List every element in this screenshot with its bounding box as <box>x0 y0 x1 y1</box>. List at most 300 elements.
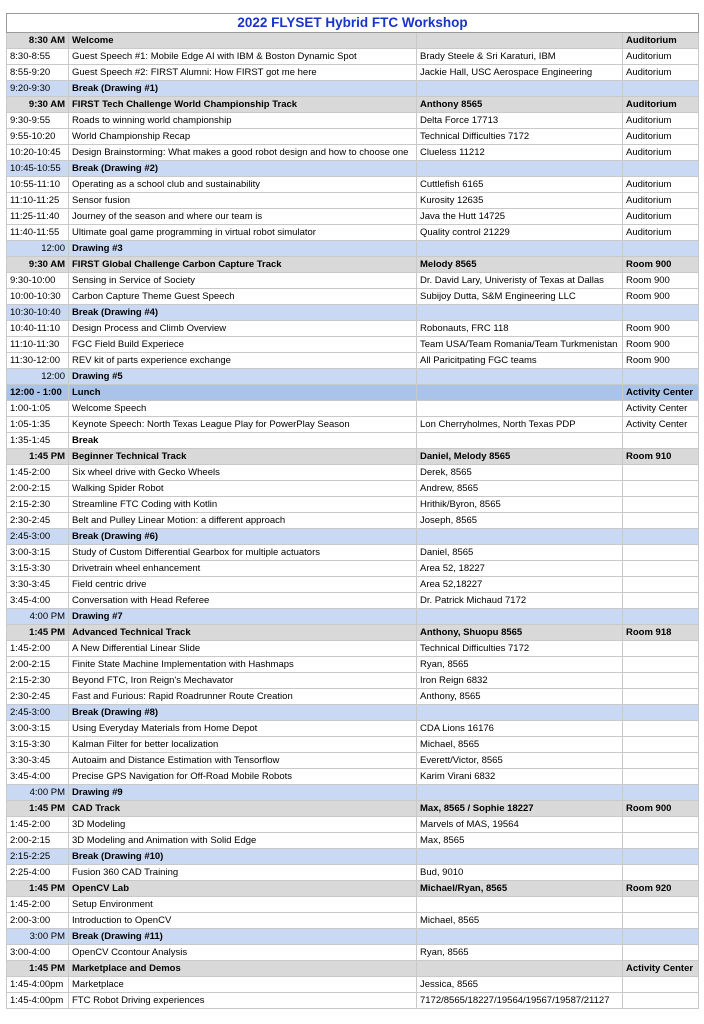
session-topic: Setup Environment <box>69 897 417 913</box>
session-topic: REV kit of parts experience exchange <box>69 353 417 369</box>
session-time: 9:20-9:30 <box>7 81 69 97</box>
session-time: 2:30-2:45 <box>7 513 69 529</box>
session-time: 2:45-3:00 <box>7 705 69 721</box>
track-header-row <box>7 257 699 273</box>
session-speaker: Derek, 8565 <box>417 465 623 481</box>
session-room <box>623 833 699 849</box>
session-speaker: Area 52,18227 <box>417 577 623 593</box>
session-time: 3:30-3:45 <box>7 753 69 769</box>
session-topic: Carbon Capture Theme Guest Speech <box>69 289 417 305</box>
session-speaker <box>417 705 623 721</box>
session-topic: Journey of the season and where our team is <box>69 209 417 225</box>
session-speaker: Max, 8565 / Sophie 18227 <box>417 801 623 817</box>
session-room <box>623 721 699 737</box>
session-row <box>7 897 699 913</box>
session-topic: Break (Drawing #4) <box>69 305 417 321</box>
session-row <box>7 577 699 593</box>
session-topic: Keynote Speech: North Texas League Play for PowerPlay Season <box>69 417 417 433</box>
session-row <box>7 433 699 449</box>
session-speaker: Clueless 11212 <box>417 145 623 161</box>
session-speaker: Hrithik/Byron, 8565 <box>417 497 623 513</box>
session-speaker <box>417 609 623 625</box>
session-row <box>7 865 699 881</box>
session-time: 1:05-1:35 <box>7 417 69 433</box>
session-topic: Streamline FTC Coding with Kotlin <box>69 497 417 513</box>
session-speaker: Melody 8565 <box>417 257 623 273</box>
session-speaker: Jackie Hall, USC Aerospace Engineering <box>417 65 623 81</box>
session-topic: 3D Modeling <box>69 817 417 833</box>
session-room: Room 900 <box>623 353 699 369</box>
session-topic: Welcome Speech <box>69 401 417 417</box>
schedule-rows <box>7 33 699 1009</box>
session-row <box>7 673 699 689</box>
session-speaker <box>417 785 623 801</box>
session-room: Room 900 <box>623 273 699 289</box>
session-room: Auditorium <box>623 113 699 129</box>
session-time: 9:30-10:00 <box>7 273 69 289</box>
session-speaker: Everett/Victor, 8565 <box>417 753 623 769</box>
break-row <box>7 609 699 625</box>
session-time: 1:45 PM <box>7 449 69 465</box>
session-time: 12:00 <box>7 369 69 385</box>
session-row <box>7 129 699 145</box>
session-topic: Marketplace and Demos <box>69 961 417 977</box>
session-time: 10:55-11:10 <box>7 177 69 193</box>
session-speaker: Marvels of MAS, 19564 <box>417 817 623 833</box>
track-header-row <box>7 97 699 113</box>
session-time: 2:45-3:00 <box>7 529 69 545</box>
session-topic: Drawing #7 <box>69 609 417 625</box>
session-time: 10:45-10:55 <box>7 161 69 177</box>
track-header-row <box>7 449 699 465</box>
session-time: 3:00-3:15 <box>7 721 69 737</box>
session-speaker: Java the Hutt 14725 <box>417 209 623 225</box>
session-time: 11:25-11:40 <box>7 209 69 225</box>
session-topic: Operating as a school club and sustainability <box>69 177 417 193</box>
session-time: 3:00-3:15 <box>7 545 69 561</box>
session-time: 3:00-4:00 <box>7 945 69 961</box>
session-speaker: Technical Difficulties 7172 <box>417 129 623 145</box>
session-speaker <box>417 385 623 401</box>
session-time: 11:40-11:55 <box>7 225 69 241</box>
session-topic: Walking Spider Robot <box>69 481 417 497</box>
session-room <box>623 529 699 545</box>
session-row <box>7 401 699 417</box>
session-topic: Drawing #9 <box>69 785 417 801</box>
session-speaker <box>417 961 623 977</box>
session-time: 9:55-10:20 <box>7 129 69 145</box>
session-row <box>7 193 699 209</box>
session-room <box>623 865 699 881</box>
session-row <box>7 177 699 193</box>
session-topic: Design Process and Climb Overview <box>69 321 417 337</box>
session-topic: CAD Track <box>69 801 417 817</box>
session-speaker: Anthony 8565 <box>417 97 623 113</box>
session-room: Auditorium <box>623 49 699 65</box>
session-topic: Break (Drawing #1) <box>69 81 417 97</box>
session-row <box>7 561 699 577</box>
break-row <box>7 161 699 177</box>
session-row <box>7 641 699 657</box>
session-speaker: Robonauts, FRC 118 <box>417 321 623 337</box>
session-time: 9:30 AM <box>7 257 69 273</box>
session-row <box>7 481 699 497</box>
session-room <box>623 161 699 177</box>
session-room: Auditorium <box>623 225 699 241</box>
break-row <box>7 305 699 321</box>
session-topic: Field centric drive <box>69 577 417 593</box>
session-speaker <box>417 929 623 945</box>
session-time: 3:45-4:00 <box>7 593 69 609</box>
session-speaker: Technical Difficulties 7172 <box>417 641 623 657</box>
session-room <box>623 737 699 753</box>
session-room <box>623 689 699 705</box>
break-row <box>7 241 699 257</box>
session-room: Room 900 <box>623 337 699 353</box>
session-room: Room 910 <box>623 449 699 465</box>
session-topic: Belt and Pulley Linear Motion: a different approach <box>69 513 417 529</box>
session-speaker <box>417 81 623 97</box>
session-row <box>7 945 699 961</box>
session-speaker: Subijoy Dutta, S&M Engineering LLC <box>417 289 623 305</box>
session-row <box>7 465 699 481</box>
session-row <box>7 721 699 737</box>
session-time: 2:30-2:45 <box>7 689 69 705</box>
session-speaker <box>417 529 623 545</box>
session-speaker: Michael, 8565 <box>417 913 623 929</box>
session-time: 1:45-2:00 <box>7 465 69 481</box>
session-time: 10:20-10:45 <box>7 145 69 161</box>
session-topic: Break (Drawing #6) <box>69 529 417 545</box>
session-speaker: Karim Virani 6832 <box>417 769 623 785</box>
session-time: 8:30-8:55 <box>7 49 69 65</box>
session-time: 1:45-2:00 <box>7 897 69 913</box>
session-speaker: All Paricitpating FGC teams <box>417 353 623 369</box>
session-topic: Guest Speech #2: FIRST Alumni: How FIRST got me here <box>69 65 417 81</box>
session-row <box>7 225 699 241</box>
session-speaker: Area 52, 18227 <box>417 561 623 577</box>
break-row <box>7 81 699 97</box>
session-room <box>623 993 699 1009</box>
session-room <box>623 929 699 945</box>
session-speaker: Daniel, 8565 <box>417 545 623 561</box>
session-speaker: Jessica, 8565 <box>417 977 623 993</box>
session-room: Auditorium <box>623 129 699 145</box>
session-time: 2:15-2:30 <box>7 673 69 689</box>
session-time: 11:10-11:25 <box>7 193 69 209</box>
session-topic: Drivetrain wheel enhancement <box>69 561 417 577</box>
session-time: 8:55-9:20 <box>7 65 69 81</box>
session-room: Room 900 <box>623 257 699 273</box>
session-topic: OpenCV Lab <box>69 881 417 897</box>
session-room: Auditorium <box>623 33 699 49</box>
session-room <box>623 513 699 529</box>
session-room <box>623 481 699 497</box>
session-time: 9:30 AM <box>7 97 69 113</box>
session-topic: Finite State Machine Implementation with Hashmaps <box>69 657 417 673</box>
session-speaker: Cuttlefish 6165 <box>417 177 623 193</box>
session-time: 10:00-10:30 <box>7 289 69 305</box>
session-row <box>7 113 699 129</box>
session-time: 8:30 AM <box>7 33 69 49</box>
session-topic: OpenCV Ccontour Analysis <box>69 945 417 961</box>
schedule-table <box>6 13 699 1009</box>
session-row <box>7 913 699 929</box>
session-time: 1:45-4:00pm <box>7 993 69 1009</box>
session-room <box>623 577 699 593</box>
session-room: Auditorium <box>623 177 699 193</box>
session-room <box>623 849 699 865</box>
session-room <box>623 657 699 673</box>
session-room <box>623 593 699 609</box>
session-topic: Beyond FTC, Iron Reign's Mechavator <box>69 673 417 689</box>
session-topic: FGC Field Build Experiece <box>69 337 417 353</box>
session-time: 2:15-2:30 <box>7 497 69 513</box>
session-time: 2:15-2:25 <box>7 849 69 865</box>
session-row <box>7 209 699 225</box>
session-speaker: Anthony, Shuopu 8565 <box>417 625 623 641</box>
session-topic: Autoaim and Distance Estimation with Tensorflow <box>69 753 417 769</box>
session-topic: Sensing in Service of Society <box>69 273 417 289</box>
session-topic: 3D Modeling and Animation with Solid Edge <box>69 833 417 849</box>
break-row <box>7 705 699 721</box>
session-row <box>7 321 699 337</box>
session-topic: Break (Drawing #8) <box>69 705 417 721</box>
session-speaker: Ryan, 8565 <box>417 657 623 673</box>
track-header-row <box>7 625 699 641</box>
track-header-row <box>7 881 699 897</box>
session-time: 4:00 PM <box>7 609 69 625</box>
session-time: 10:40-11:10 <box>7 321 69 337</box>
session-room: Auditorium <box>623 209 699 225</box>
session-topic: FTC Robot Driving experiences <box>69 993 417 1009</box>
lunch-row <box>7 385 699 401</box>
session-speaker: Quality control 21229 <box>417 225 623 241</box>
session-room: Room 918 <box>623 625 699 641</box>
session-room: Activity Center <box>623 401 699 417</box>
session-topic: FIRST Global Challenge Carbon Capture Track <box>69 257 417 273</box>
session-topic: Kalman Filter for better localization <box>69 737 417 753</box>
session-topic: World Championship Recap <box>69 129 417 145</box>
session-topic: Break (Drawing #10) <box>69 849 417 865</box>
session-room <box>623 369 699 385</box>
schedule-sheet <box>6 13 699 1009</box>
session-speaker: Dr. Patrick Michaud 7172 <box>417 593 623 609</box>
session-room: Activity Center <box>623 385 699 401</box>
track-header-row <box>7 801 699 817</box>
session-time: 2:00-3:00 <box>7 913 69 929</box>
session-time: 9:30-9:55 <box>7 113 69 129</box>
session-room <box>623 497 699 513</box>
session-topic: Six wheel drive with Gecko Wheels <box>69 465 417 481</box>
session-time: 1:45-2:00 <box>7 641 69 657</box>
session-row <box>7 817 699 833</box>
session-time: 1:45-4:00pm <box>7 977 69 993</box>
session-row <box>7 993 699 1009</box>
session-speaker: Brady Steele & Sri Karaturi, IBM <box>417 49 623 65</box>
session-speaker: Daniel, Melody 8565 <box>417 449 623 465</box>
session-time: 2:00-2:15 <box>7 833 69 849</box>
session-speaker <box>417 33 623 49</box>
session-speaker: Lon Cherryholmes, North Texas PDP <box>417 417 623 433</box>
session-room <box>623 705 699 721</box>
session-room <box>623 753 699 769</box>
session-row <box>7 753 699 769</box>
session-speaker: Michael, 8565 <box>417 737 623 753</box>
session-topic: A New Differential Linear Slide <box>69 641 417 657</box>
session-speaker: 7172/8565/18227/19564/19567/19587/21127 <box>417 993 623 1009</box>
session-row <box>7 49 699 65</box>
session-time: 2:00-2:15 <box>7 481 69 497</box>
session-row <box>7 65 699 81</box>
session-topic: Fast and Furious: Rapid Roadrunner Route Creation <box>69 689 417 705</box>
session-row <box>7 833 699 849</box>
session-topic: Beginner Technical Track <box>69 449 417 465</box>
track-header-row <box>7 961 699 977</box>
session-speaker: Ryan, 8565 <box>417 945 623 961</box>
session-speaker: CDA Lions 16176 <box>417 721 623 737</box>
session-room <box>623 433 699 449</box>
session-topic: Design Brainstorming: What makes a good robot design and how to choose one <box>69 145 417 161</box>
session-speaker <box>417 161 623 177</box>
session-speaker <box>417 401 623 417</box>
session-speaker: Delta Force 17713 <box>417 113 623 129</box>
session-topic: Break (Drawing #11) <box>69 929 417 945</box>
session-row <box>7 737 699 753</box>
session-time: 11:30-12:00 <box>7 353 69 369</box>
session-topic: Advanced Technical Track <box>69 625 417 641</box>
session-row <box>7 977 699 993</box>
session-room: Activity Center <box>623 961 699 977</box>
session-topic: Ultimate goal game programming in virtual robot simulator <box>69 225 417 241</box>
session-room: Auditorium <box>623 145 699 161</box>
session-time: 3:15-3:30 <box>7 737 69 753</box>
session-speaker <box>417 849 623 865</box>
session-row <box>7 417 699 433</box>
session-room <box>623 785 699 801</box>
session-time: 4:00 PM <box>7 785 69 801</box>
page-title: 2022 FLYSET Hybrid FTC Workshop <box>7 14 699 33</box>
session-topic: Marketplace <box>69 977 417 993</box>
session-topic: Guest Speech #1: Mobile Edge AI with IBM & Boston Dynamic Spot <box>69 49 417 65</box>
session-time: 1:45 PM <box>7 625 69 641</box>
session-room: Room 920 <box>623 881 699 897</box>
session-row <box>7 337 699 353</box>
session-topic: Break <box>69 433 417 449</box>
session-row <box>7 273 699 289</box>
session-topic: Study of Custom Differential Gearbox for multiple actuators <box>69 545 417 561</box>
session-topic: Drawing #5 <box>69 369 417 385</box>
session-room: Room 900 <box>623 321 699 337</box>
session-topic: Using Everyday Materials from Home Depot <box>69 721 417 737</box>
session-topic: Break (Drawing #2) <box>69 161 417 177</box>
session-room: Auditorium <box>623 97 699 113</box>
session-room <box>623 673 699 689</box>
session-room <box>623 769 699 785</box>
session-speaker <box>417 305 623 321</box>
session-room <box>623 977 699 993</box>
session-time: 12:00 <box>7 241 69 257</box>
session-time: 3:00 PM <box>7 929 69 945</box>
session-topic: Roads to winning world championship <box>69 113 417 129</box>
session-room: Auditorium <box>623 193 699 209</box>
session-topic: Precise GPS Navigation for Off-Road Mobile Robots <box>69 769 417 785</box>
session-speaker: Iron Reign 6832 <box>417 673 623 689</box>
session-room <box>623 609 699 625</box>
session-time: 2:00-2:15 <box>7 657 69 673</box>
session-row <box>7 769 699 785</box>
session-row <box>7 145 699 161</box>
session-speaker: Dr. David Lary, Univeristy of Texas at Dallas <box>417 273 623 289</box>
session-room: Activity Center <box>623 417 699 433</box>
session-speaker: Michael/Ryan, 8565 <box>417 881 623 897</box>
session-room <box>623 241 699 257</box>
session-speaker: Max, 8565 <box>417 833 623 849</box>
session-row <box>7 593 699 609</box>
session-topic: Fusion 360 CAD Training <box>69 865 417 881</box>
break-row <box>7 529 699 545</box>
break-row <box>7 785 699 801</box>
session-speaker <box>417 369 623 385</box>
session-room <box>623 465 699 481</box>
session-room: Room 900 <box>623 289 699 305</box>
session-speaker: Team USA/Team Romania/Team Turkmenistan <box>417 337 623 353</box>
session-room <box>623 897 699 913</box>
session-speaker: Joseph, 8565 <box>417 513 623 529</box>
session-topic: FIRST Tech Challenge World Championship Track <box>69 97 417 113</box>
track-header-row <box>7 33 699 49</box>
session-topic: Lunch <box>69 385 417 401</box>
session-time: 3:30-3:45 <box>7 577 69 593</box>
session-time: 10:30-10:40 <box>7 305 69 321</box>
session-topic: Drawing #3 <box>69 241 417 257</box>
session-speaker <box>417 241 623 257</box>
session-speaker <box>417 433 623 449</box>
session-speaker: Anthony, 8565 <box>417 689 623 705</box>
session-time: 12:00 - 1:00 <box>7 385 69 401</box>
session-row <box>7 289 699 305</box>
break-row <box>7 369 699 385</box>
session-row <box>7 497 699 513</box>
session-speaker: Andrew, 8565 <box>417 481 623 497</box>
session-row <box>7 513 699 529</box>
session-room <box>623 81 699 97</box>
session-speaker <box>417 897 623 913</box>
session-topic: Introduction to OpenCV <box>69 913 417 929</box>
session-room <box>623 913 699 929</box>
session-topic: Conversation with Head Referee <box>69 593 417 609</box>
session-topic: Welcome <box>69 33 417 49</box>
session-speaker: Bud, 9010 <box>417 865 623 881</box>
session-room <box>623 817 699 833</box>
session-row <box>7 545 699 561</box>
session-time: 3:15-3:30 <box>7 561 69 577</box>
session-time: 1:45 PM <box>7 801 69 817</box>
session-room <box>623 945 699 961</box>
session-room <box>623 545 699 561</box>
session-time: 1:00-1:05 <box>7 401 69 417</box>
session-row <box>7 353 699 369</box>
session-room <box>623 561 699 577</box>
session-time: 1:45 PM <box>7 881 69 897</box>
session-time: 3:45-4:00 <box>7 769 69 785</box>
session-room: Room 900 <box>623 801 699 817</box>
session-row <box>7 657 699 673</box>
session-row <box>7 689 699 705</box>
session-room: Auditorium <box>623 65 699 81</box>
session-time: 2:25-4:00 <box>7 865 69 881</box>
session-room <box>623 641 699 657</box>
